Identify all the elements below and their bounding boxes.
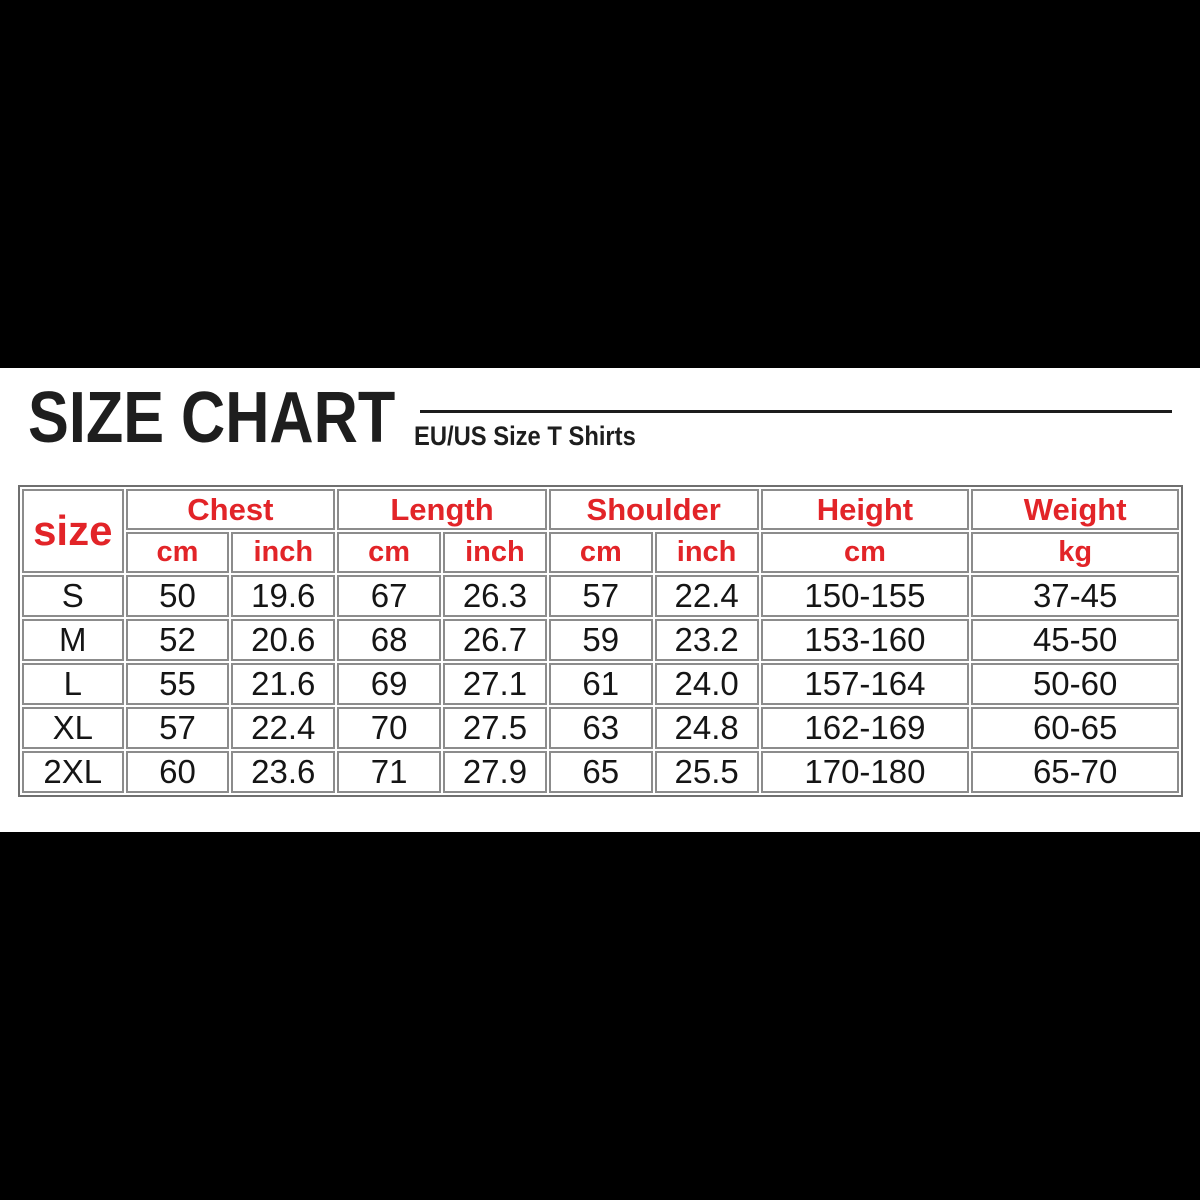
header-height-cm: cm [761,532,970,573]
cell-length-inch: 26.3 [443,575,547,617]
cell-weight-kg: 50-60 [971,663,1179,705]
table-row-s [22,575,1179,617]
cell-height-cm: 157-164 [761,663,970,705]
cell-shoulder-cm: 59 [549,619,653,661]
cell-size: S [22,575,124,617]
cell-chest-cm: 50 [126,575,230,617]
cell-weight-kg: 45-50 [971,619,1179,661]
cell-length-cm: 67 [337,575,441,617]
header-group-row [22,489,1179,530]
title-divider-line [420,410,1172,413]
cell-shoulder-cm: 57 [549,575,653,617]
cell-length-cm: 71 [337,751,441,793]
size-chart-table [18,485,1183,797]
header-shoulder-inch: inch [655,532,759,573]
cell-height-cm: 170-180 [761,751,970,793]
header-shoulder: Shoulder [549,489,759,530]
cell-shoulder-inch: 24.0 [655,663,759,705]
header-length-cm: cm [337,532,441,573]
cell-shoulder-inch: 24.8 [655,707,759,749]
top-black-bar [0,0,1200,368]
header-weight: Weight [971,489,1179,530]
header-size: size [22,489,124,573]
cell-weight-kg: 60-65 [971,707,1179,749]
table-row-l [22,663,1179,705]
cell-length-inch: 26.7 [443,619,547,661]
page-title: SIZE CHART [28,378,396,458]
cell-shoulder-inch: 22.4 [655,575,759,617]
cell-height-cm: 150-155 [761,575,970,617]
cell-chest-cm: 55 [126,663,230,705]
table-row-xl [22,707,1179,749]
cell-size: L [22,663,124,705]
cell-chest-inch: 23.6 [231,751,335,793]
cell-chest-cm: 52 [126,619,230,661]
header-chest: Chest [126,489,336,530]
cell-height-cm: 162-169 [761,707,970,749]
cell-shoulder-cm: 65 [549,751,653,793]
header-height: Height [761,489,970,530]
cell-shoulder-cm: 61 [549,663,653,705]
cell-chest-cm: 60 [126,751,230,793]
page-subtitle: EU/US Size T Shirts [414,421,636,451]
header-chest-cm: cm [126,532,230,573]
cell-size: M [22,619,124,661]
cell-length-cm: 68 [337,619,441,661]
header-chest-inch: inch [231,532,335,573]
cell-chest-inch: 19.6 [231,575,335,617]
cell-weight-kg: 37-45 [971,575,1179,617]
table-row-m [22,619,1179,661]
table-row-2xl [22,751,1179,793]
header-shoulder-cm: cm [549,532,653,573]
table-header [22,489,1179,573]
cell-length-inch: 27.1 [443,663,547,705]
bottom-black-bar [0,832,1200,1200]
cell-chest-inch: 21.6 [231,663,335,705]
cell-length-cm: 69 [337,663,441,705]
cell-length-inch: 27.9 [443,751,547,793]
content-band [0,368,1200,832]
header-weight-kg: kg [971,532,1179,573]
cell-shoulder-cm: 63 [549,707,653,749]
cell-length-cm: 70 [337,707,441,749]
cell-height-cm: 153-160 [761,619,970,661]
cell-weight-kg: 65-70 [971,751,1179,793]
cell-length-inch: 27.5 [443,707,547,749]
cell-chest-inch: 20.6 [231,619,335,661]
header-length: Length [337,489,547,530]
cell-size: 2XL [22,751,124,793]
cell-shoulder-inch: 23.2 [655,619,759,661]
header-unit-row [22,532,1179,573]
table-body [22,575,1179,793]
cell-shoulder-inch: 25.5 [655,751,759,793]
cell-size: XL [22,707,124,749]
cell-chest-cm: 57 [126,707,230,749]
cell-chest-inch: 22.4 [231,707,335,749]
header-length-inch: inch [443,532,547,573]
